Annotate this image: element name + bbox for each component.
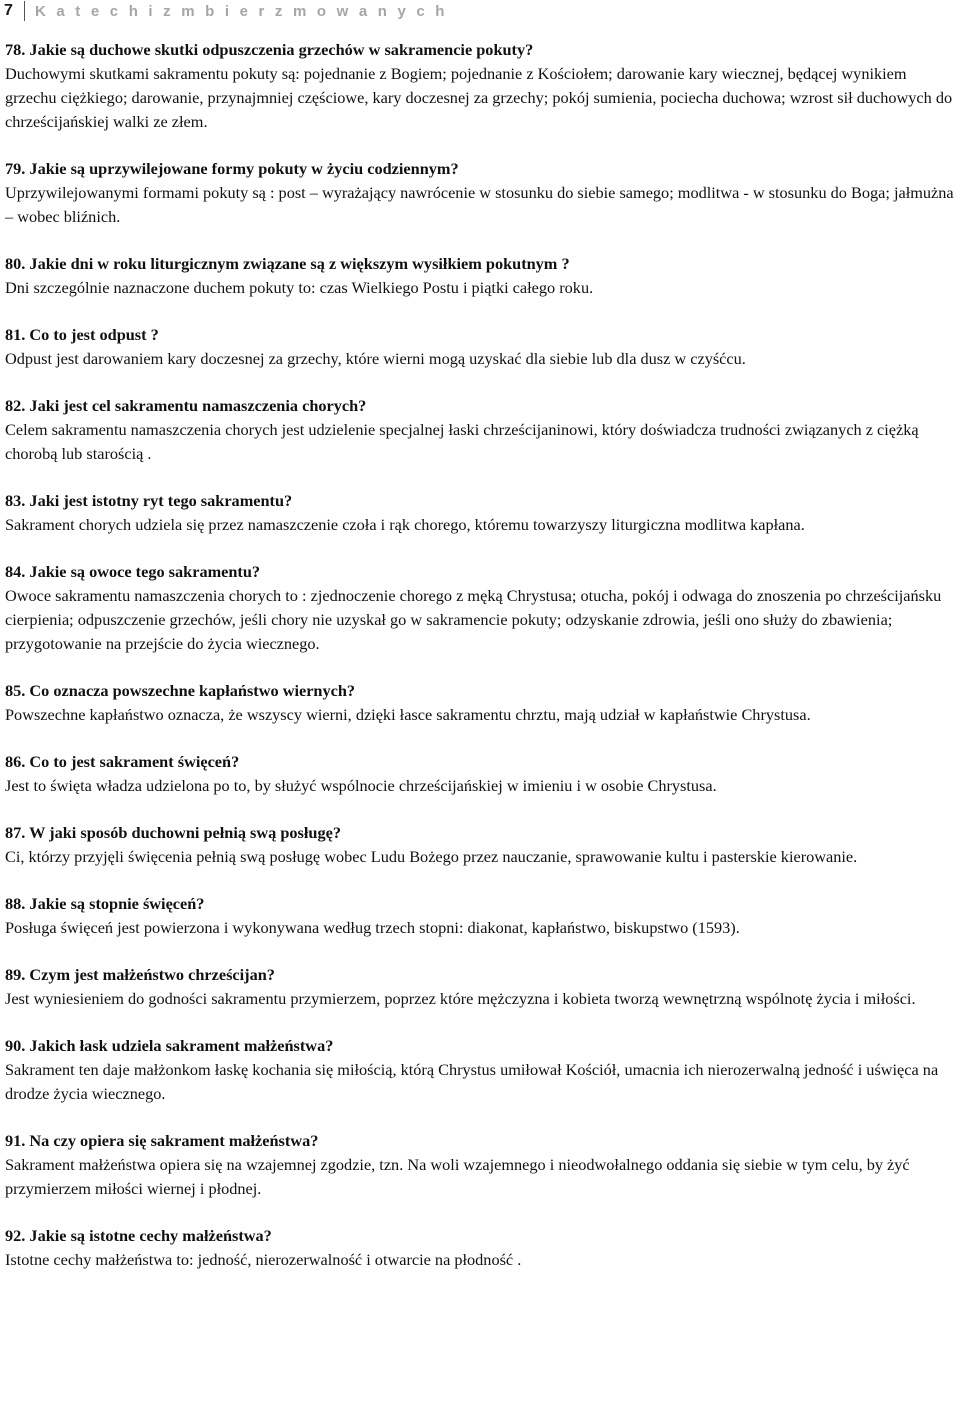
qa-item [5,679,955,727]
answer: Posługa święceń jest powierzona i wykonywana według trzech stopni: diakonat, kapłaństwo, biskupstwo (1593). [5,918,740,937]
qa-item [5,750,955,798]
header-divider [24,1,25,21]
page-header [0,0,448,22]
answer: Jest to święta władza udzielona po to, by służyć wspólnocie chrześcijańskiej w imieniu i w osobie Chrystusa. [5,776,717,795]
answer: Sakrament małżeństwa opiera się na wzajemnej zgodzie, tzn. Na woli wzajemnego i nieodwołalnego oddania się siebie w tym celu, by żyć przymierzem miłości wiernej i płodnej. [5,1155,910,1198]
qa-item [5,560,955,656]
question: 89. Czym jest małżeństwo chrześcijan? [5,965,275,984]
catechism-content [5,38,955,1295]
answer: Ci, którzy przyjęli święcenia pełnią swą posługę wobec Ludu Bożego przez nauczanie, sprawowanie kultu i pasterskie kierowanie. [5,847,858,866]
qa-item [5,394,955,466]
page-number: 7 [4,2,13,19]
qa-item [5,1129,955,1201]
qa-item [5,38,955,134]
question: 79. Jakie są uprzywilejowane formy pokuty w życiu codziennym? [5,159,459,178]
answer: Odpust jest darowaniem kary doczesnej za grzechy, które wierni mogą uzyskać dla siebie lub dla dusz w czyśćcu. [5,349,746,368]
qa-item [5,1224,955,1272]
answer: Owoce sakramentu namaszczenia chorych to : zjednoczenie chorego z męką Chrystusa; otucha, pokój i odwaga do znoszenia po chrześcijańsku cierpienia; odpuszczenie grzechów, jeśli chory nie uzyskał go w sakramencie pokuty; odzyskanie zdrowia, jeśli ono służy do zbawienia; przygotowanie na przejście do życia wiecznego. [5,586,942,653]
question: 82. Jaki jest cel sakramentu namaszczenia chorych? [5,396,367,415]
answer: Celem sakramentu namaszczenia chorych jest udzielenie specjalnej łaski chrześcijaninowi, który doświadcza trudności związanych z ciężką chorobą lub starością . [5,420,919,463]
question: 78. Jakie są duchowe skutki odpuszczenia grzechów w sakramencie pokuty? [5,40,534,59]
question: 88. Jakie są stopnie święceń? [5,894,205,913]
answer: Jest wyniesieniem do godności sakramentu przymierzem, poprzez które mężczyzna i kobieta tworzą wewnętrzną wspólnotę życia i miłości. [5,989,916,1008]
document-title: K a t e c h i z m b i e r z m o w a n y c h [35,2,448,20]
answer: Sakrament ten daje małżonkom łaskę kochania się miłością, którą Chrystus umiłował Kościół, umacnia ich nierozerwalną jedność i uświęca na drodze życia wiecznego. [5,1060,939,1103]
qa-item [5,1034,955,1106]
question: 81. Co to jest odpust ? [5,325,159,344]
answer: Dni szczególnie naznaczone duchem pokuty to: czas Wielkiego Postu i piątki całego roku. [5,278,594,297]
answer: Istotne cechy małżeństwa to: jedność, nierozerwalność i otwarcie na płodność . [5,1250,522,1269]
question: 91. Na czy opiera się sakrament małżeństwa? [5,1131,319,1150]
answer: Duchowymi skutkami sakramentu pokuty są: pojednanie z Bogiem; pojednanie z Kościołem; darowanie kary wiecznej, będącej wynikiem grzechu ciężkiego; darowanie, przynajmniej częściowe, kary doczesnej za grzechy; pokój sumienia, pociecha duchowa; wzrost sił duchowych do chrześcijańskiej walki ze złem. [5,64,953,131]
answer: Sakrament chorych udziela się przez namaszczenie czoła i rąk chorego, któremu towarzyszy liturgiczna modlitwa kapłana. [5,515,805,534]
qa-item [5,892,955,940]
qa-item [5,489,955,537]
question: 80. Jakie dni w roku liturgicznym związane są z większym wysiłkiem pokutnym ? [5,254,570,273]
question: 86. Co to jest sakrament święceń? [5,752,240,771]
qa-item [5,252,955,300]
question: 84. Jakie są owoce tego sakramentu? [5,562,261,581]
answer: Uprzywilejowanymi formami pokuty są : post – wyrażający nawrócenie w stosunku do siebie samego; modlitwa - w stosunku do Boga; jałmużna – wobec bliźnich. [5,183,954,226]
answer: Powszechne kapłaństwo oznacza, że wszyscy wierni, dzięki łasce sakramentu chrztu, mają udział w kapłaństwie Chrystusa. [5,705,811,724]
question: 90. Jakich łask udziela sakrament małżeństwa? [5,1036,334,1055]
question: 83. Jaki jest istotny ryt tego sakramentu? [5,491,293,510]
qa-item [5,157,955,229]
question: 85. Co oznacza powszechne kapłaństwo wiernych? [5,681,356,700]
qa-item [5,821,955,869]
qa-item [5,323,955,371]
question: 92. Jakie są istotne cechy małżeństwa? [5,1226,272,1245]
qa-item [5,963,955,1011]
question: 87. W jaki sposób duchowni pełnią swą posługę? [5,823,341,842]
